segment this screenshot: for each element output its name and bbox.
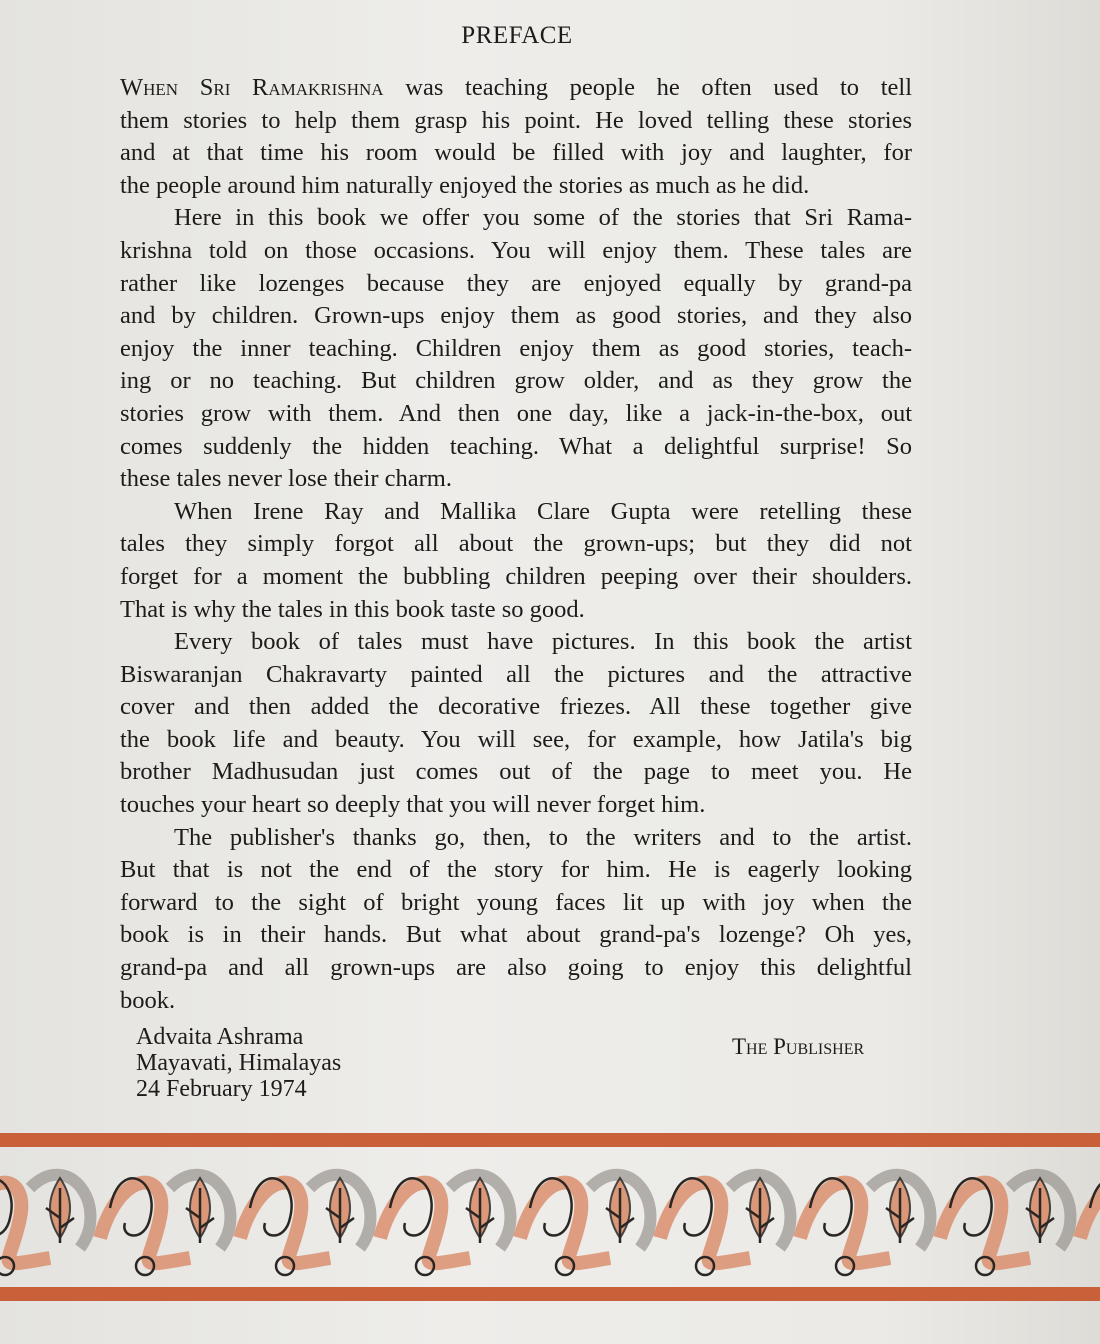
text-line: tales they simply forgot all about the grown-ups; but they did not: [120, 530, 912, 558]
text-line: grand-pa and all grown-ups are also going to enjoy this delightful: [120, 954, 912, 982]
text-line: ing or no teaching. But children grow older, and as they grow the: [120, 367, 912, 395]
publisher-signature: The Publisher: [732, 1034, 865, 1059]
text-line: forget for a moment the bubbling children peeping over their shoulders.: [120, 562, 912, 590]
text-line: rather like lozenges because they are enjoyed equally by grand-pa: [120, 269, 912, 297]
text-line: forward to the sight of bright young faces lit up with joy when the: [120, 888, 912, 916]
frieze-bottom-band: [0, 1287, 1100, 1301]
page-title: PREFACE: [461, 22, 573, 49]
text-line: [120, 72, 912, 105]
text-line: Here in this book we offer you some of the stories that Sri Rama-: [174, 204, 912, 232]
place-line-2: Mayavati, Himalayas: [136, 1050, 342, 1076]
text-line: Biswaranjan Chakravarty painted all the pictures and the attractive: [120, 660, 912, 688]
text-line: and at that time his room would be filled with joy and laughter, for: [120, 139, 912, 167]
text-line: these tales never lose their charm.: [120, 465, 452, 493]
text-line: cover and then added the decorative friezes. All these together give: [120, 693, 912, 721]
frieze-top-band: [0, 1133, 1100, 1147]
signature-block: [136, 1024, 341, 1102]
text-line: and by children. Grown-ups enjoy them as good stories, and they also: [120, 302, 912, 330]
floral-ornament-icon: [0, 1148, 1100, 1288]
text-line: The publisher's thanks go, then, to the writers and to the artist.: [174, 823, 912, 851]
date: 24 February 1974: [136, 1076, 307, 1102]
text-line: the people around him naturally enjoyed the stories as much as he did.: [120, 171, 810, 199]
preface-body: [120, 72, 912, 1017]
text-line: Every book of tales must have pictures. In this book the artist: [174, 628, 912, 656]
text-line: book.: [120, 986, 176, 1014]
text-line: brother Madhusudan just comes out of the page to meet you. He: [120, 758, 912, 786]
text-line: But that is not the end of the story for him. He is eagerly looking: [120, 856, 912, 884]
text-line: book is in their hands. But what about grand-pa's lozenge? Oh yes,: [120, 921, 912, 949]
text-line: comes suddenly the hidden teaching. What a delightful surprise! So: [120, 432, 912, 460]
lead-smallcaps: When Sri Ramakrishna: [120, 74, 384, 101]
text-line: them stories to help them grasp his point. He loved telling these stories: [120, 106, 912, 134]
text-line: touches your heart so deeply that you will never forget him.: [120, 791, 706, 819]
decorative-frieze: [0, 1133, 1100, 1303]
text-line: the book life and beauty. You will see, for example, how Jatila's big: [120, 725, 912, 753]
place-line-1: Advaita Ashrama: [136, 1024, 304, 1050]
text-line: That is why the tales in this book taste so good.: [120, 595, 585, 623]
text-line: When Irene Ray and Mallika Clare Gupta were retelling these: [174, 497, 912, 525]
text-line: enjoy the inner teaching. Children enjoy them as good stories, teach-: [120, 334, 912, 362]
text-line: krishna told on those occasions. You will enjoy them. These tales are: [120, 236, 912, 264]
line-text: was teaching people he often used to tell: [383, 74, 912, 101]
text-line: stories grow with them. And then one day, like a jack-in-the-box, out: [120, 399, 912, 427]
